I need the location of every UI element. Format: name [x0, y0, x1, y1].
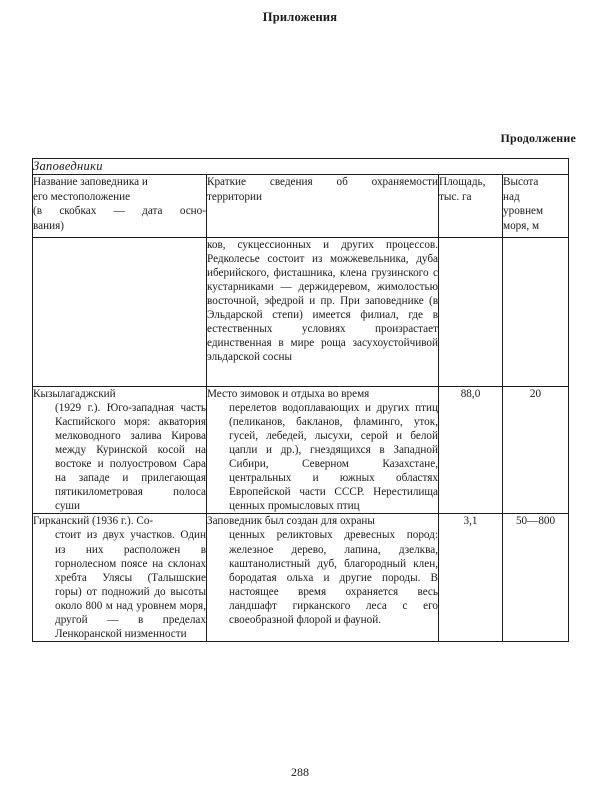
- column-header-altitude-line-4: моря, м: [503, 219, 540, 232]
- column-header-name-line-1: Название заповедника и: [33, 176, 148, 188]
- cell-reserve-area: [439, 238, 503, 387]
- reserve-description-heading: Место зимовок и отдыха во время: [207, 388, 370, 400]
- column-header-area: [439, 175, 503, 238]
- cell-reserve-description: [207, 387, 439, 514]
- cell-reserve-altitude: 50—800: [503, 514, 569, 641]
- column-header-name-line-3: (в скобках — дата осно-: [33, 205, 206, 218]
- column-header-name-line-2: его местоположение: [33, 190, 131, 203]
- column-header-description-line-1: Краткие сведения об охраняемости: [207, 176, 438, 188]
- column-header-description: [207, 175, 439, 238]
- column-header-altitude: [503, 175, 569, 238]
- table-header-row: [33, 175, 569, 238]
- cell-reserve-name: [33, 387, 207, 514]
- page-number: 288: [291, 765, 309, 779]
- column-header-name-line-4: вания): [33, 219, 64, 232]
- cell-reserve-altitude: [503, 238, 569, 387]
- table-row: [33, 514, 569, 641]
- cell-reserve-description: [207, 514, 439, 641]
- reserve-description-text: ценных реликтовых древесных пород: железное дерево, лапина, дзелква, каштанолистный дуб, благородный клен, бородатая ольха и другие породы. В настоящее время охраняется весь ландшафт гирканского леса с его своеобразной флорой и фауной.: [229, 529, 438, 626]
- column-header-altitude-line-3: уровнем: [503, 205, 544, 218]
- table-row: [33, 387, 569, 514]
- cell-reserve-area: 3,1: [439, 514, 503, 641]
- cell-reserve-name: [33, 514, 207, 641]
- cell-reserve-area: 88,0: [439, 387, 503, 514]
- reserve-name-heading: Гирканский (1936 г.). Со-: [33, 515, 154, 528]
- reserve-name-text: (1929 г.). Юго-западная часть Каспийского моря: акватория мелководного залива Кирова между Куринской косой на востоке и полуостровом Сара на западе и прилегающая пятикилометровая полоса суши: [55, 402, 206, 513]
- reserve-name-heading: Кызылагаджский: [33, 388, 116, 400]
- table-row: [33, 238, 569, 387]
- column-header-altitude-line-1: Высота: [503, 176, 539, 188]
- table-section-title: Заповедники: [33, 159, 569, 175]
- cell-reserve-name: [33, 238, 207, 387]
- cell-reserve-description: [207, 238, 439, 387]
- reserves-table-wrapper: [32, 158, 568, 642]
- running-head: Приложения: [262, 10, 338, 24]
- table-section-row: [33, 159, 569, 175]
- column-header-altitude-line-2: над: [503, 190, 520, 203]
- column-header-area-line-2: тыс. га: [439, 190, 472, 203]
- column-header-name: [33, 175, 207, 238]
- continued-label: Продолжение: [500, 131, 576, 145]
- reserves-table: [32, 158, 569, 642]
- reserve-description-text: перелетов водоплавающих и других птиц (пеликанов, бакланов, фламинго, уток, гусей, лебедей, лысухи, серой и белой цапли и др.), гнездящихся в Западной Сибири, Северном Казахстане, центральных и южных областях Европейской части СССР. Нерестилища ценных промысловых птиц: [229, 402, 438, 513]
- reserve-description-text: ков, сукцессионных и других процессов. Редколесье состоит из можжевельника, дуба иберийского, фисташника, клена грузинского с кустарниками — держидеревом, жимолостью восточной, эфедрой и пр. При заповеднике (в Эльдарской степи) имеется филиал, где в естественных условиях произрастает единственная в мире роща засухоустойчивой эльдарской сосны: [207, 239, 438, 364]
- reserve-description-heading: Заповедник был создан для охраны: [207, 515, 375, 528]
- column-header-area-line-1: Площадь,: [439, 176, 486, 188]
- reserve-name-text: стоит из двух участков. Один из них расположен в горнолесном поясе на склонах хребта Улясы (Талышские горы) от подножий до высоты около 800 м над уровнем моря, другой — в пределах Ленкоранской низменности: [55, 529, 206, 640]
- column-header-description-line-2: территории: [207, 190, 262, 203]
- cell-reserve-altitude: 20: [503, 387, 569, 514]
